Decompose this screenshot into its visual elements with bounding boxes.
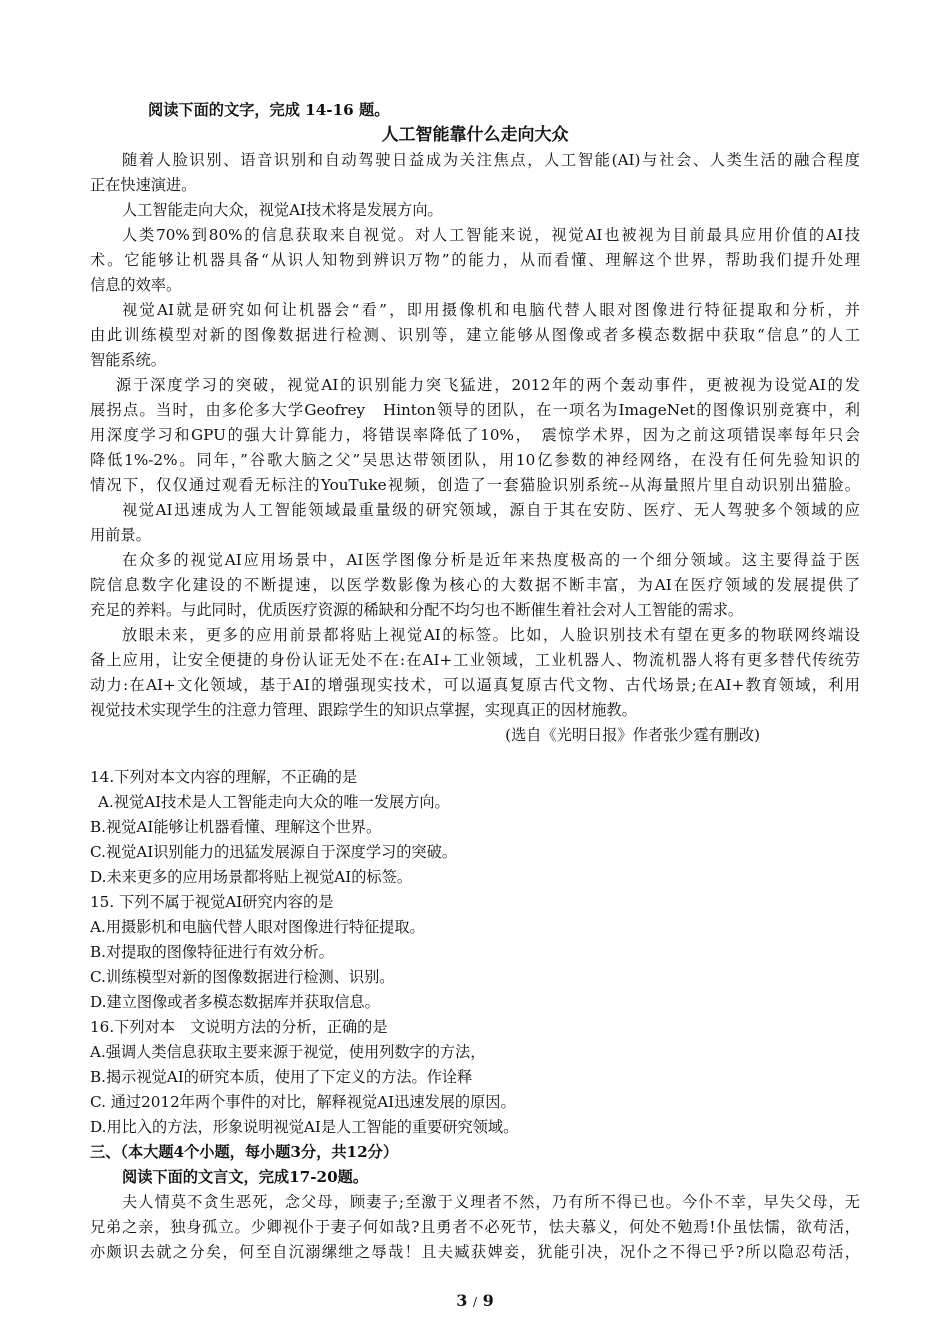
paragraph-line: 视觉AI就是研究如何让机器会“看”，即用摄像机和电脑代替人眼对图像进行特征提取和分析，并 <box>122 301 860 319</box>
paragraph-line: 人工智能走向大众，视觉AI技术将是发展方向。 <box>122 201 443 219</box>
page-total: 9 <box>482 1291 494 1310</box>
paragraph-line: 降低1%-2%。同年，”谷歌大脑之父”吴思达带领团队，用10亿参数的神经网络，在没有任何先验知识的 <box>90 451 860 469</box>
classical-text-line: 夫人情莫不贪生恶死，念父母，顾妻子;至激于义理者不然，乃有所不得已也。今仆不幸，早失父母，无 <box>122 1193 860 1211</box>
paragraph-line: 用前景。 <box>90 526 151 544</box>
classical-text-line: 亦颇识去就之分矣，何至自沉溺缧绁之辱哉！且夫臧获婢妾，犹能引决，况仆之不得已乎?所以隐忍苟活， <box>90 1243 860 1261</box>
paragraph-line: 动力:在AI+文化领域，基于AI的增强现实技术，可以逼真复原古代文物、古代场景;在AI+教育领域，利用 <box>90 676 860 694</box>
section-instruction: 阅读下面的文言文，完成17-20题。 <box>122 1168 369 1186</box>
classical-text-line: 兄弟之亲，独身孤立。少卿视仆于妻子何如哉?且勇者不必死节，怯夫慕义，何处不勉焉!仆虽怯懦，欲苟活， <box>90 1218 860 1236</box>
question-option: D.用比入的方法，形象说明视觉AI是人工智能的重要研究领域。 <box>90 1118 519 1136</box>
paragraph-line: 备上应用，让安全便捷的身份认证无处不在:在AI+工业领域，工业机器人、物流机器人将有更多替代传统劳 <box>90 651 860 669</box>
paragraph-line: 在众多的视觉AI应用场景中，AI医学图像分析是近年来热度极高的一个细分领域。这主要得益于医 <box>122 551 860 569</box>
paragraph-line: 术。它能够让机器具备“从识人知物到辨识万物”的能力，从而看懂、理解这个世界，帮助我们提升处理 <box>90 251 860 269</box>
question-line: 14.下列对本文内容的理解，不正确的是 <box>90 768 358 786</box>
paragraph-line: 正在快速演进。 <box>90 176 197 194</box>
question-option: A.用摄影机和电脑代替人眼对图像进行特征提取。 <box>90 918 425 936</box>
paragraph-line: 人类70%到80%的信息获取来自视觉。对人工智能来说，视觉AI也被视为目前最具应用价值的AI技 <box>122 226 860 244</box>
question-option: C.训练模型对新的图像数据进行检测、识别。 <box>90 968 395 986</box>
question-line: 16.下列对本 文说明方法的分析，正确的是 <box>90 1018 388 1036</box>
page-number <box>0 1288 950 1315</box>
paragraph-line: 源于深度学习的突破，视觉AI的识别能力突飞猛进，2012年的两个轰动事件，更被视为设觉AI的发 <box>116 376 860 394</box>
question-option: B.视觉AI能够让机器看懂、理解这个世界。 <box>90 818 382 836</box>
page-current: 3 <box>456 1291 468 1310</box>
section-heading: 三、（本大题4个小题，每小题3分，共12分） <box>90 1143 399 1161</box>
paragraph-line: 充足的养料。与此同时，优质医疗资源的稀缺和分配不均匀也不断催生着社会对人工智能的需求。 <box>90 601 744 619</box>
reading-instruction: 阅读下面的文字，完成 14-16 题。 <box>148 101 390 119</box>
paragraph-line: 随着人脸识别、语音识别和自动驾驶日益成为关注焦点，人工智能(AI)与社会、人类生活的融合程度 <box>122 151 860 169</box>
paragraph-line: 情况下，仅仅通过观看无标注的YouTuke视频，创造了一套猫脸识别系统--从海量照片里自动识别出猫脸。 <box>90 476 860 494</box>
question-option: C.视觉AI识别能力的迅猛发展源自于深度学习的突破。 <box>90 843 457 861</box>
paragraph-line: 展拐点。当时，由多伦多大学Geofrey Hinton领导的团队，在一项名为ImageNet的图像识别竞赛中，利 <box>90 401 860 419</box>
question-option: B.揭示视觉AI的研究本质，使用了下定义的方法。作诠释 <box>90 1068 473 1086</box>
article-title: 人工智能靠什么走向大众 <box>381 125 569 145</box>
question-option: A.视觉AI技术是人工智能走向大众的唯一发展方向。 <box>98 793 450 811</box>
question-option: A.强调人类信息获取主要来源于视觉，使用列数字的方法， <box>90 1043 486 1061</box>
paragraph-line: 信息的效率。 <box>90 276 182 294</box>
question-option: C. 通过2012年两个事件的对比，解释视觉AI迅速发展的原因。 <box>90 1093 516 1111</box>
question-option: D.未来更多的应用场景都将贴上视觉AI的标签。 <box>90 868 412 886</box>
question-option: D.建立图像或者多模态数据库并获取信息。 <box>90 993 380 1011</box>
paragraph-line: 院信息数字化建设的不断提速，以医学数影像为核心的大数据不断丰富，为AI在医疗领域的发展提供了 <box>90 576 860 594</box>
paragraph-line: 智能系统。 <box>90 351 166 369</box>
paragraph-line: 由此训练模型对新的图像数据进行检测、识别等，建立能够从图像或者多模态数据中获取“信息”的人工 <box>90 326 860 344</box>
question-line: 15. 下列不属于视觉AI研究内容的是 <box>90 893 334 911</box>
paragraph-line: 视觉AI迅速成为人工智能领域最重量级的研究领域，源自于其在安防、医疗、无人驾驶多个领域的应 <box>122 501 860 519</box>
paragraph-line: 用深度学习和GPU的强大计算能力，将错误率降低了10%， 震惊学术界，因为之前这项错误率每年只会 <box>90 426 860 444</box>
paragraph-line: 视觉技术实现学生的注意力管理、跟踪学生的知识点掌握，实现真正的因材施教。 <box>90 701 637 719</box>
page-separator: / <box>472 1295 478 1309</box>
question-option: B.对提取的图像特征进行有效分析。 <box>90 943 334 961</box>
paragraph-line: 放眼未来，更多的应用前景都将贴上视觉AI的标签。比如，人脸识别技术有望在更多的物联网终端设 <box>122 626 860 644</box>
article-source: (选自《光明日报》作者张少霆有删改) <box>505 726 760 744</box>
